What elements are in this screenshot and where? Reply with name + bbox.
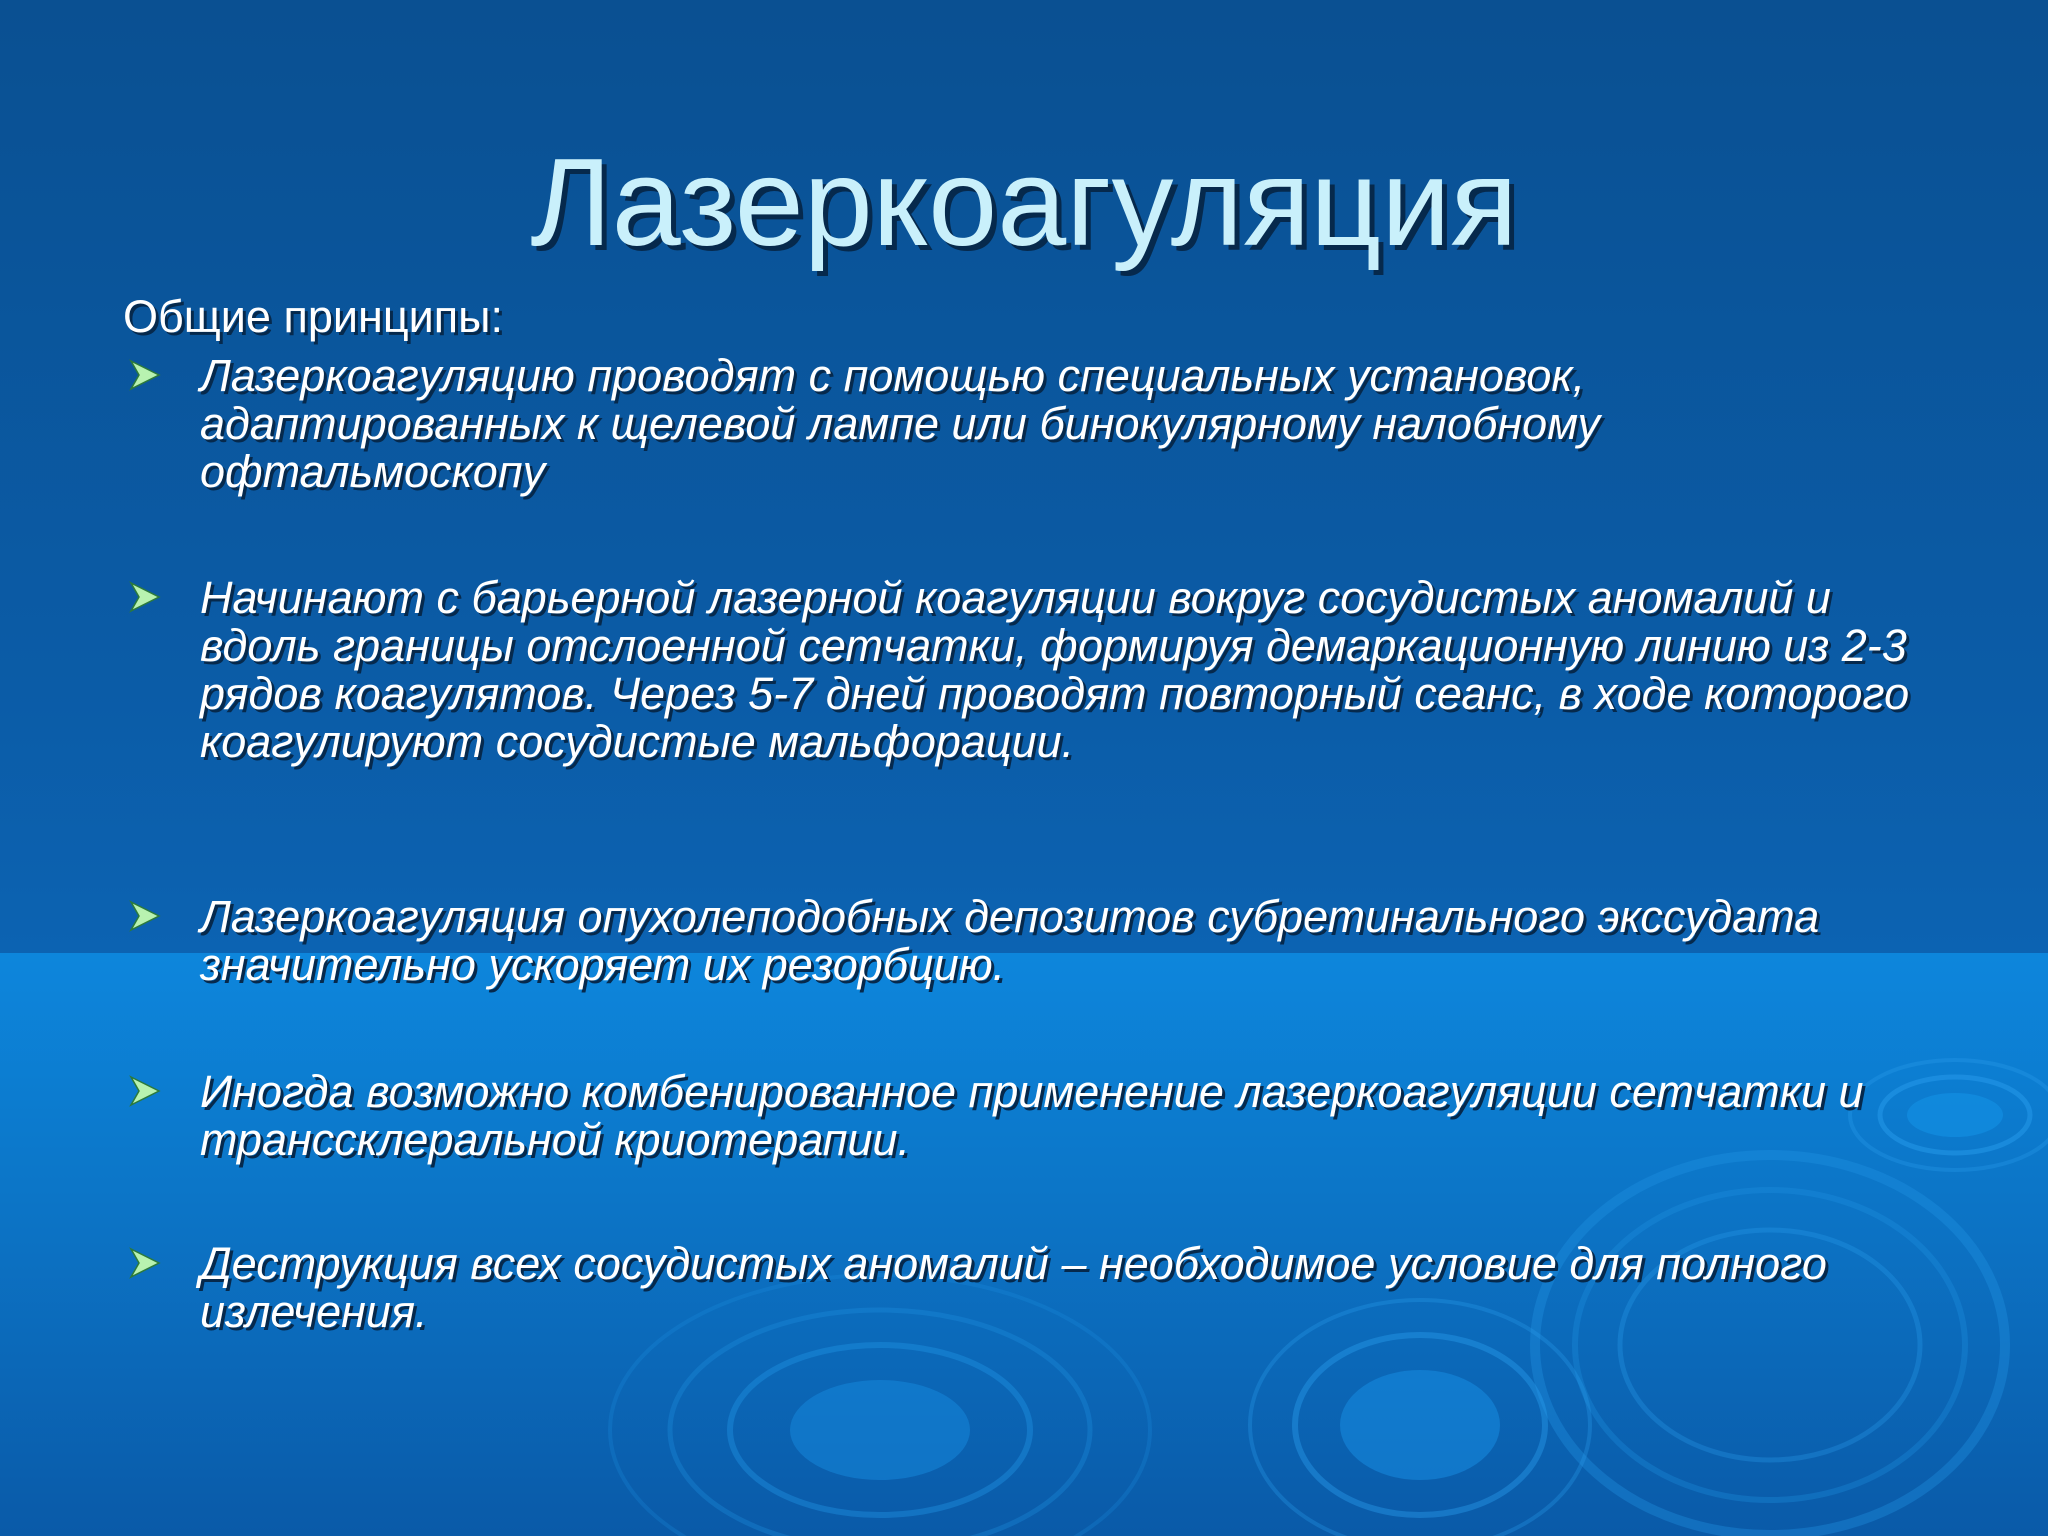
arrowhead-bullet-icon [128,358,162,392]
slide-title: Лазеркоагуляция [530,134,1518,272]
bullet-text: Начинают с барьерной лазерной коагуляции вокруг сосудистых аномалий и вдоль границы отслоенной сетчатки, формируя демаркационную линию из 2-3 рядов коагулятов. Через 5-7 дней проводят повторный сеанс, в ходе которого коагулируют сосудистые мальфорации. [200,572,1910,767]
arrowhead-bullet-icon [128,580,162,614]
slide-subtitle: Общие принципы: [123,291,503,342]
bullet-text: Деструкция всех сосудистых аномалий – необходимое условие для полного излечения. [200,1238,1827,1337]
arrowhead-bullet-icon [128,1074,162,1108]
bullet-text: Иногда возможно комбенированное применение лазеркоагуляции сетчатки и транссклеральной криотерапии. [200,1066,1864,1165]
arrowhead-bullet-icon [128,899,162,933]
arrowhead-bullet-icon [128,1246,162,1280]
ripple-group-right-large [1535,1155,2005,1535]
bullet-text: Лазеркоагуляция опухолеподобных депозитов субретинального экссудата значительно ускоряет их резорбцию. [200,891,1820,990]
bullet-text: Лазеркоагуляцию проводят с помощью специальных установок, адаптированных к щелевой лампе или бинокулярному налобному офтальмоскопу [200,350,1601,497]
